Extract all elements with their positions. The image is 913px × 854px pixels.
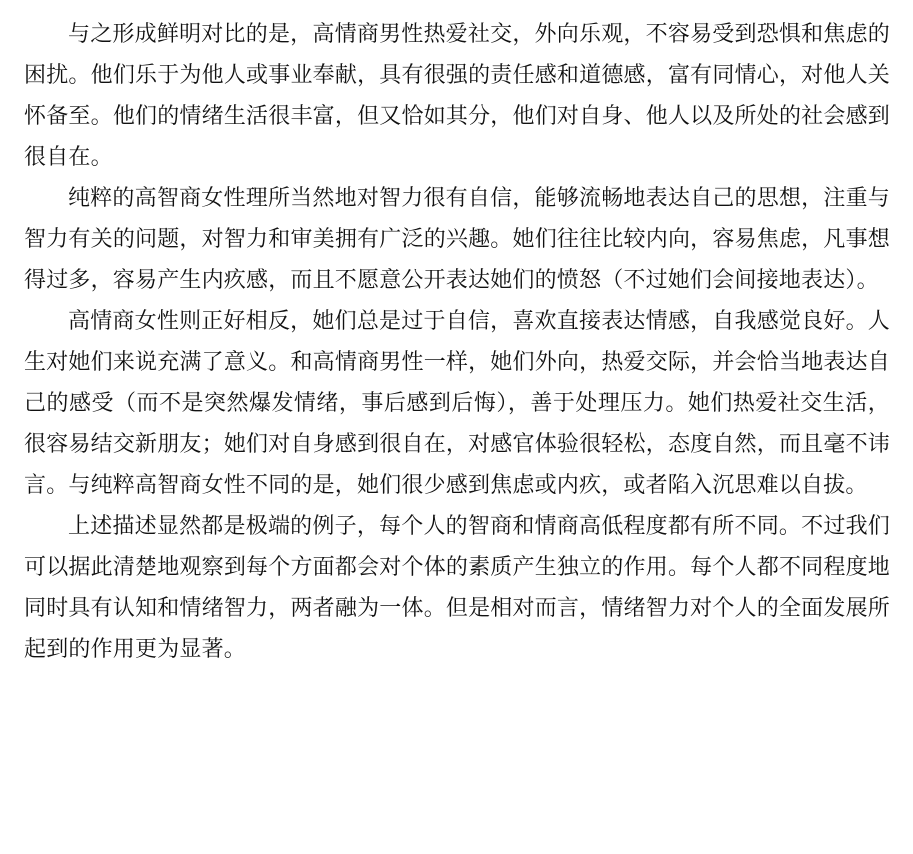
document-page bbox=[24, 14, 890, 670]
paragraph-high-eq-men: 与之形成鲜明对比的是，高情商男性热爱社交，外向乐观，不容易受到恐惧和焦虑的困扰。他们乐于为他人或事业奉献，具有很强的责任感和道德感，富有同情心，对他人关怀备至。他们的情绪生活很丰富，但又恰如其分，他们对自身、他人以及所处的社会感到很自在。 bbox=[24, 22, 890, 170]
paragraph-high-eq-women: 高情商女性则正好相反，她们总是过于自信，喜欢直接表达情感，自我感觉良好。人生对她们来说充满了意义。和高情商男性一样，她们外向，热爱交际，并会恰当地表达自己的感受（而不是突然爆发情绪，事后感到后悔），善于处理压力。她们热爱社交生活，很容易结交新朋友；她们对自身感到很自在，对感官体验很轻松，态度自然，而且毫不讳言。与纯粹高智商女性不同的是，她们很少感到焦虑或内疚，或者陷入沉思难以自拔。 bbox=[24, 309, 890, 498]
paragraph-high-iq-women: 纯粹的高智商女性理所当然地对智力很有自信，能够流畅地表达自己的思想，注重与智力有关的问题，对智力和审美拥有广泛的兴趣。她们往往比较内向，容易焦虑，凡事想得过多，容易产生内疚感，而且不愿意公开表达她们的愤怒（不过她们会间接地表达）。 bbox=[24, 186, 890, 293]
paragraph-conclusion: 上述描述显然都是极端的例子，每个人的智商和情商高低程度都有所不同。不过我们可以据此清楚地观察到每个方面都会对个体的素质产生独立的作用。每个人都不同程度地同时具有认知和情绪智力，两者融为一体。但是相对而言，情绪智力对个人的全面发展所起到的作用更为显著。 bbox=[24, 514, 890, 662]
